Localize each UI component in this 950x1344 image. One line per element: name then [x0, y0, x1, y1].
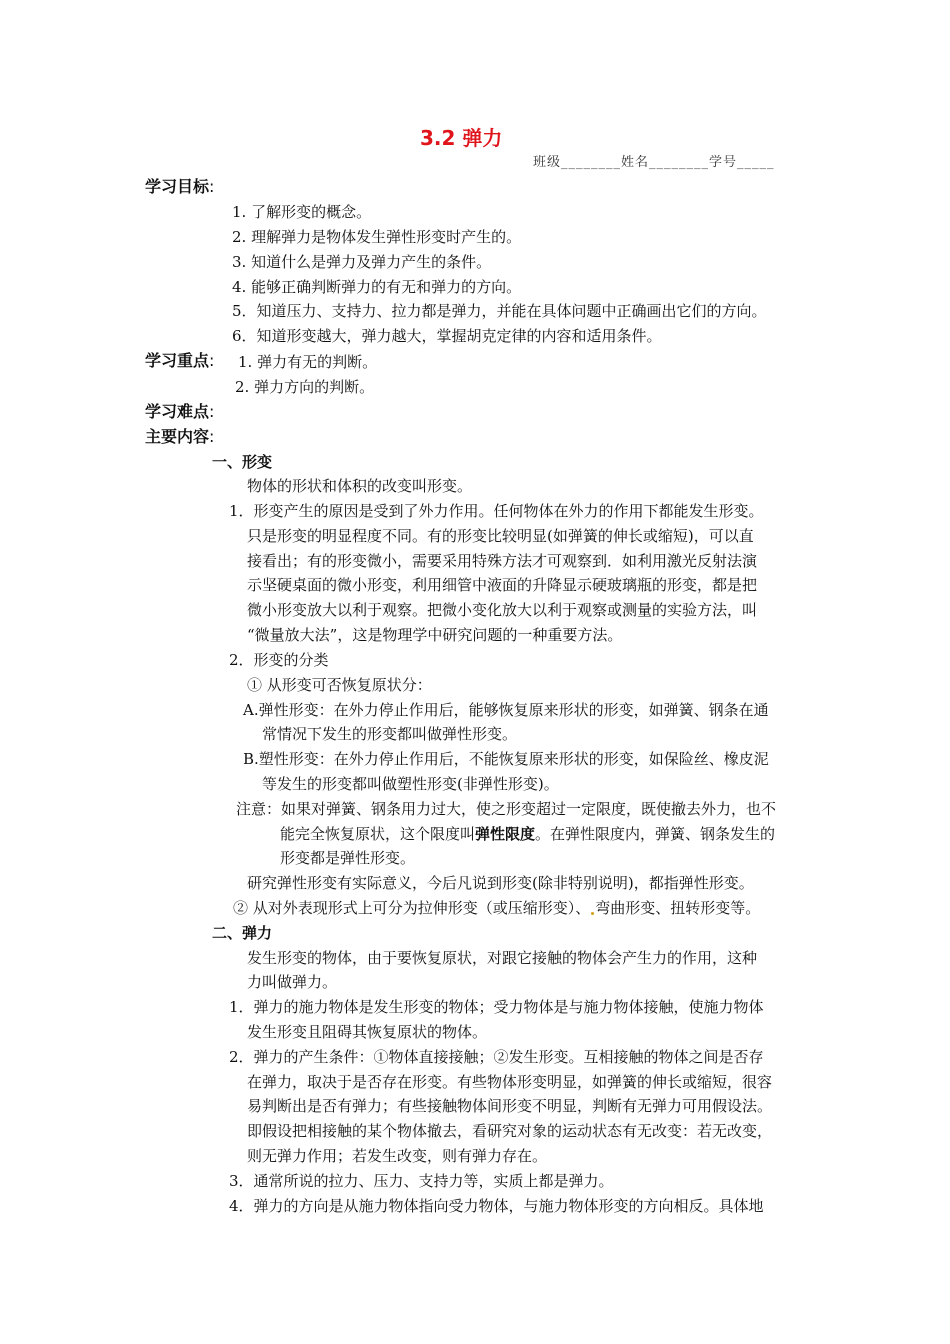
paragraph-line: 微小形变放大以利于观察。把微小变化放大以利于观察或测量的实验方法，叫 — [247, 601, 758, 619]
section1-heading: 一、形变 — [212, 453, 273, 471]
keypoints-heading: 学习重点 — [145, 351, 210, 370]
note-text: 能完全恢复原状，这个限度叫 — [280, 825, 476, 843]
paragraph-line: 4．弹力的方向是从施力物体指向受力物体，与施力物体形变的方向相反。具体地 — [229, 1197, 764, 1215]
paragraph-line: B.塑性形变：在外力停止作用后，不能恢复原来形状的形变，如保险丝、橡皮泥 — [243, 750, 769, 768]
keypoints-heading-row — [145, 351, 214, 371]
text-segment: ② 从对外表现形式上可分为拉伸形变（或压缩形变）、 — [233, 899, 591, 917]
paragraph-line: 则无弹力作用；若发生改变，则有弹力存在。 — [247, 1147, 548, 1165]
keypoint-item: 1. 弹力有无的判断。 — [238, 353, 378, 371]
objective-item: 5．知道压力、支持力、拉力都是弹力，并能在具体问题中正确画出它们的方向。 — [232, 302, 767, 320]
colon: : — [209, 402, 215, 421]
elastic-limit-term: 弹性限度 — [475, 825, 536, 843]
content-heading-row — [145, 427, 214, 447]
colon: : — [209, 427, 215, 446]
marker-dot — [591, 912, 594, 915]
page-title: 3.2 弹力 — [420, 126, 503, 150]
paragraph-line: “微量放大法”，这是物理学中研究问题的一种重要方法。 — [247, 626, 623, 644]
note-line — [280, 824, 775, 844]
text-segment: 弯曲形变、扭转形变等。 — [595, 899, 761, 917]
paragraph-line: 3．通常所说的拉力、压力、支持力等，实质上都是弹力。 — [229, 1172, 614, 1190]
difficulty-heading: 学习难点 — [145, 402, 210, 421]
note-line: 形变都是弹性形变。 — [280, 849, 416, 867]
objective-item: 1. 了解形变的概念。 — [232, 203, 372, 221]
paragraph-line: 易判断出是否有弹力；有些接触物体间形变不明显，判断有无弹力可用假设法。 — [247, 1097, 773, 1115]
paragraph-line: 在弹力，取决于是否存在形变。有些物体形变明显，如弹簧的伸长或缩短，很容 — [247, 1073, 773, 1091]
objective-item: 3. 知道什么是弹力及弹力产生的条件。 — [232, 253, 492, 271]
subsection-item: ① 从形变可否恢复原状分： — [247, 676, 432, 694]
subsection-heading: 2．形变的分类 — [229, 651, 329, 669]
keypoint-item: 2. 弹力方向的判断。 — [235, 378, 375, 396]
colon: : — [209, 177, 215, 196]
paragraph-line: 发生形变且阻碍其恢复原状的物体。 — [247, 1023, 488, 1041]
objectives-heading: 学习目标 — [145, 177, 210, 196]
difficulty-heading-row — [145, 402, 214, 422]
paragraph-line: 力叫做弹力。 — [247, 973, 338, 991]
paragraph-line: 常情况下发生的形变都叫做弹性形变。 — [262, 725, 518, 743]
paragraph-line: 示坚硬桌面的微小形变，利用细管中液面的升降显示硬玻璃瓶的形变，都是把 — [247, 576, 758, 594]
note-line: 注意：如果对弹簧、钢条用力过大，使之形变超过一定限度，既使撤去外力，也不 — [236, 800, 777, 818]
objectives-heading-row — [145, 177, 214, 197]
colon: : — [209, 351, 215, 370]
paragraph-line: 只是形变的明显程度不同。有的形变比较明显(如弹簧的伸长或缩短)，可以直 — [247, 527, 754, 545]
paragraph-line: 1．形变产生的原因是受到了外力作用。任何物体在外力的作用下都能发生形变。 — [229, 502, 764, 520]
paragraph-line: 发生形变的物体，由于要恢复原状，对跟它接触的物体会产生力的作用，这种 — [247, 949, 758, 967]
subsection-item — [233, 898, 760, 918]
content-heading: 主要内容 — [145, 427, 210, 446]
section2-heading: 二、弹力 — [212, 924, 273, 942]
paragraph-line: 1．弹力的施力物体是发生形变的物体；受力物体是与施力物体接触，使施力物体 — [229, 998, 764, 1016]
paragraph-line: 2．弹力的产生条件：①物体直接接触；②发生形变。互相接触的物体之间是否存 — [229, 1048, 764, 1066]
objective-item: 6．知道形变越大，弹力越大，掌握胡克定律的内容和适用条件。 — [232, 327, 662, 345]
note-text: 。在弹性限度内，弹簧、钢条发生的 — [535, 825, 776, 843]
paragraph-line: 等发生的形变都叫做塑性形变(非弹性形变)。 — [262, 775, 559, 793]
paragraph-line: 研究弹性形变有实际意义，今后凡说到形变(除非特别说明)，都指弹性形变。 — [247, 874, 754, 892]
objective-item: 2. 理解弹力是物体发生弹性形变时产生的。 — [232, 228, 522, 246]
paragraph-line: A.弹性形变：在外力停止作用后，能够恢复原来形状的形变，如弹簧、钢条在通 — [243, 701, 769, 719]
objective-item: 4. 能够正确判断弹力的有无和弹力的方向。 — [232, 278, 522, 296]
section1-intro: 物体的形状和体积的改变叫形变。 — [247, 477, 473, 495]
paragraph-line: 接看出；有的形变微小，需要采用特殊方法才可观察到．如利用激光反射法演 — [247, 552, 758, 570]
student-info-fields: 班级________姓名________学号_____ — [533, 155, 775, 170]
paragraph-line: 即假设把相接触的某个物体撤去，看研究对象的运动状态有无改变：若无改变， — [247, 1122, 773, 1140]
